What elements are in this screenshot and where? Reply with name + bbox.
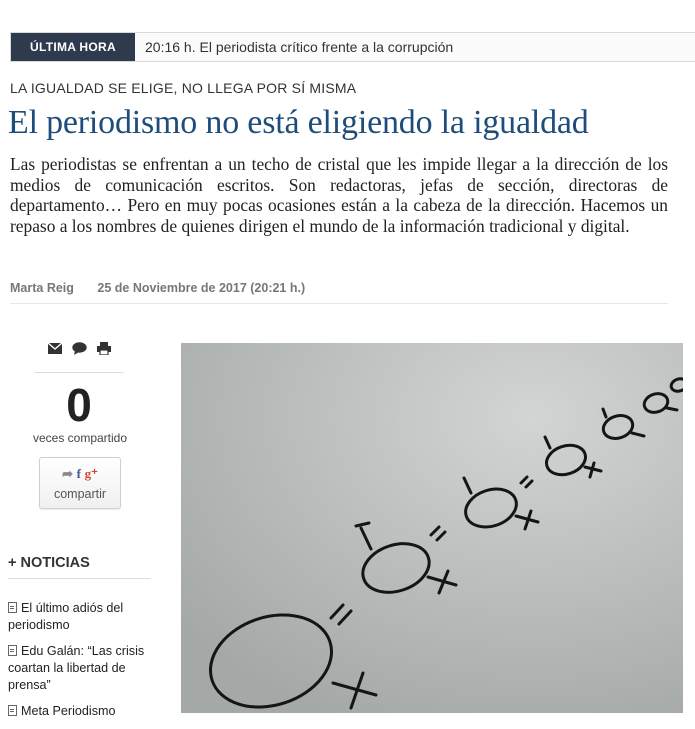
document-icon — [8, 645, 17, 656]
google-plus-icon: g⁺ — [84, 466, 98, 481]
more-news-divider — [8, 578, 151, 579]
share-count-caption: veces compartido — [32, 431, 128, 445]
share-button[interactable] — [39, 457, 121, 509]
document-icon — [8, 705, 17, 716]
email-icon[interactable] — [48, 343, 62, 354]
publish-date: 25 de Noviembre de 2017 (20:21 h.) — [97, 281, 306, 295]
article-lede: Las periodistas se enfrentan a un techo de cristal que les impide llegar a la dirección de los medios de comunicación escritos. Son redactoras, jefas de sección, directoras de departamento… Pero en muy pocas ocasiones están a la cabeza de la dirección. Hacemos un repaso a los nombres de quienes dirigen el mundo de la información tradicional y digital. — [10, 154, 668, 236]
more-news-list — [8, 600, 153, 729]
article-kicker: LA IGUALDAD SE ELIGE, NO LLEGA POR SÍ MISMA — [10, 80, 357, 96]
facebook-icon: f — [76, 466, 81, 481]
share-arrow-icon: ➦ — [62, 466, 73, 481]
news-item[interactable]: Meta Periodismo — [8, 703, 153, 720]
news-item[interactable]: El último adiós del periodismo — [8, 601, 124, 632]
breaking-news-ticker — [10, 32, 695, 62]
more-news-heading: + NOTICIAS — [8, 555, 90, 571]
article-photo — [181, 343, 683, 713]
gender-symbols-illustration — [181, 343, 683, 713]
share-divider — [34, 372, 124, 373]
breaking-news-label: ÚLTIMA HORA — [11, 33, 135, 61]
byline-divider — [10, 303, 668, 304]
comment-icon[interactable] — [72, 342, 87, 355]
document-icon — [8, 602, 17, 613]
article-headline: El periodismo no está eligiendo la igualdad — [8, 104, 589, 141]
share-count: 0 — [66, 379, 92, 431]
author-link[interactable]: Marta Reig — [10, 281, 74, 295]
print-icon[interactable] — [97, 342, 111, 355]
breaking-news-link[interactable]: 20:16 h. El periodista crítico frente a la corrupción — [145, 39, 454, 55]
share-button-icons — [40, 466, 120, 482]
share-actions — [48, 342, 111, 355]
share-button-label: compartir — [53, 487, 107, 501]
byline — [10, 281, 325, 295]
news-item[interactable]: Edu Galán: “Las crisis coartan la libertad de prensa” — [8, 644, 145, 692]
